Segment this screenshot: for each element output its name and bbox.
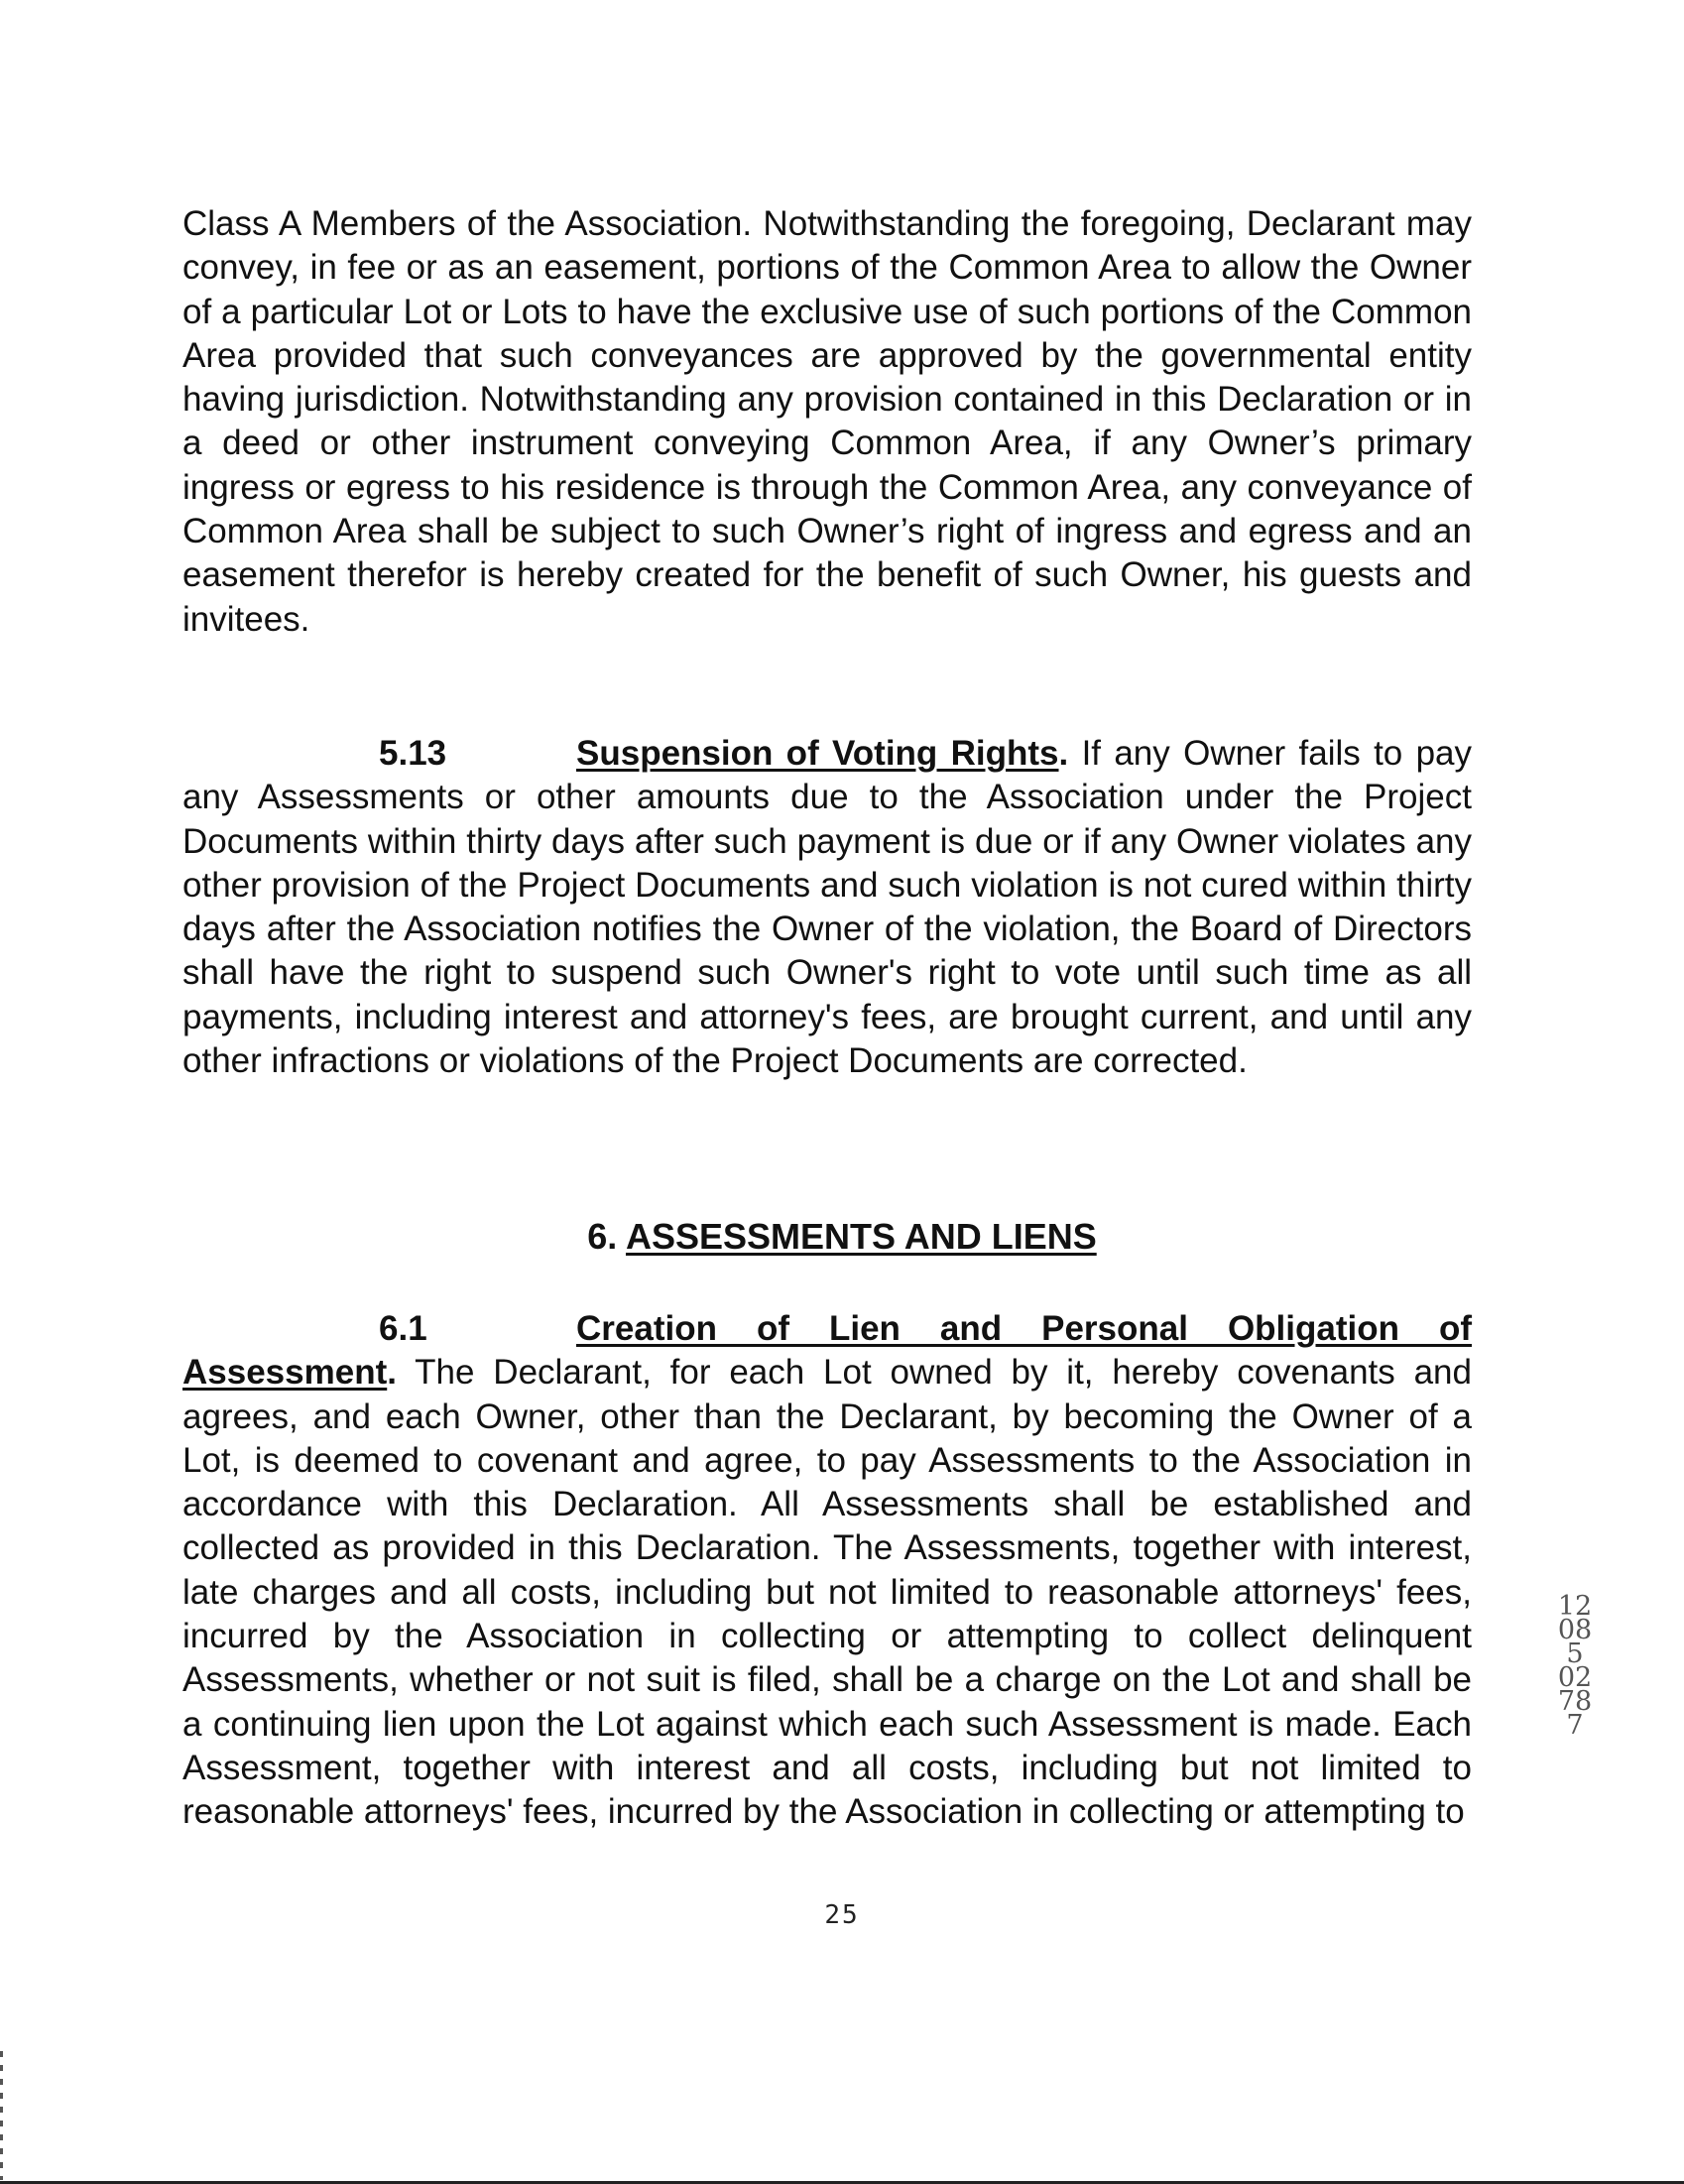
section-5-13-title: Suspension of Voting Rights — [576, 734, 1059, 773]
section-6-1-paragraph — [182, 1307, 1472, 1835]
section-5-13-body: If any Owner fails to pay any Assessments or other amounts due to the Association under the Project Documents within thirty days after such payment is due or if any Owner violates any other provision of the Project Documents and such violation is not cured within thirty days after the Association notifies the Owner of the violation, the Board of Directors shall have the right to suspend such Owner's right to vote until such time as all payments, including interest and attorney's fees, are brought current, and until any other infractions or violations of the Project Documents are corrected. — [182, 734, 1473, 1081]
section-5-13-title-punct: . — [1058, 734, 1069, 773]
scan-edge-marks — [0, 2051, 3, 2180]
section-6-1-title: Creation of Lien and Personal Obligation of Assessment — [182, 1309, 1472, 1393]
section-5-13-number: 5.13 — [379, 734, 447, 773]
article-6-heading — [0, 1216, 1684, 1258]
article-6-title: ASSESSMENTS AND LIENS — [625, 1216, 1097, 1257]
section-6-1-title-punct: . — [387, 1353, 397, 1393]
section-5-13-paragraph — [182, 732, 1472, 1083]
page-number: 25 — [824, 1900, 860, 1930]
article-6-number: 6. — [587, 1216, 618, 1257]
section-6-1-number: 6.1 — [379, 1309, 427, 1348]
margin-recording-stamp: 12085 02787 — [1557, 1591, 1593, 1741]
paragraph-continued: Class A Members of the Association. Notwithstanding the foregoing, Declarant may convey, in fee or as an easement, portions of the Common Area to allow the Owner of a particular Lot or Lots to have the exclusive use of such portions of the Common Area provided that such conveyances are approved by the governmental entity having jurisdiction. Notwithstanding any provision contained in this Declaration or in a deed or other instrument conveying Common Area, if any Owner’s primary ingress or egress to his residence is through the Common Area, any conveyance of Common Area shall be subject to such Owner’s right of ingress and egress and an easement therefor is hereby created for the benefit of such Owner, his guests and invitees. — [182, 204, 1472, 639]
section-6-1-body: The Declarant, for each Lot owned by it, hereby covenants and agrees, and each Owner, other than the Declarant, by becoming the Owner of a Lot, is deemed to covenant and agree, to pay Assessments to the Association in accordance with this Declaration. All Assessments shall be established and collected as provided in this Declaration. The Assessments, together with interest, late charges and all costs, including but not limited to reasonable attorneys' fees, incurred by the Association in collecting or attempting to collect delinquent Assessments, whether or not suit is filed, shall be a charge on the Lot and shall be a continuing lien upon the Lot against which each such Assessment is made. Each Assessment, together with interest and all costs, including but not limited to reasonable attorneys' fees, incurred by the Association in collecting or attempting to — [182, 1353, 1472, 1832]
